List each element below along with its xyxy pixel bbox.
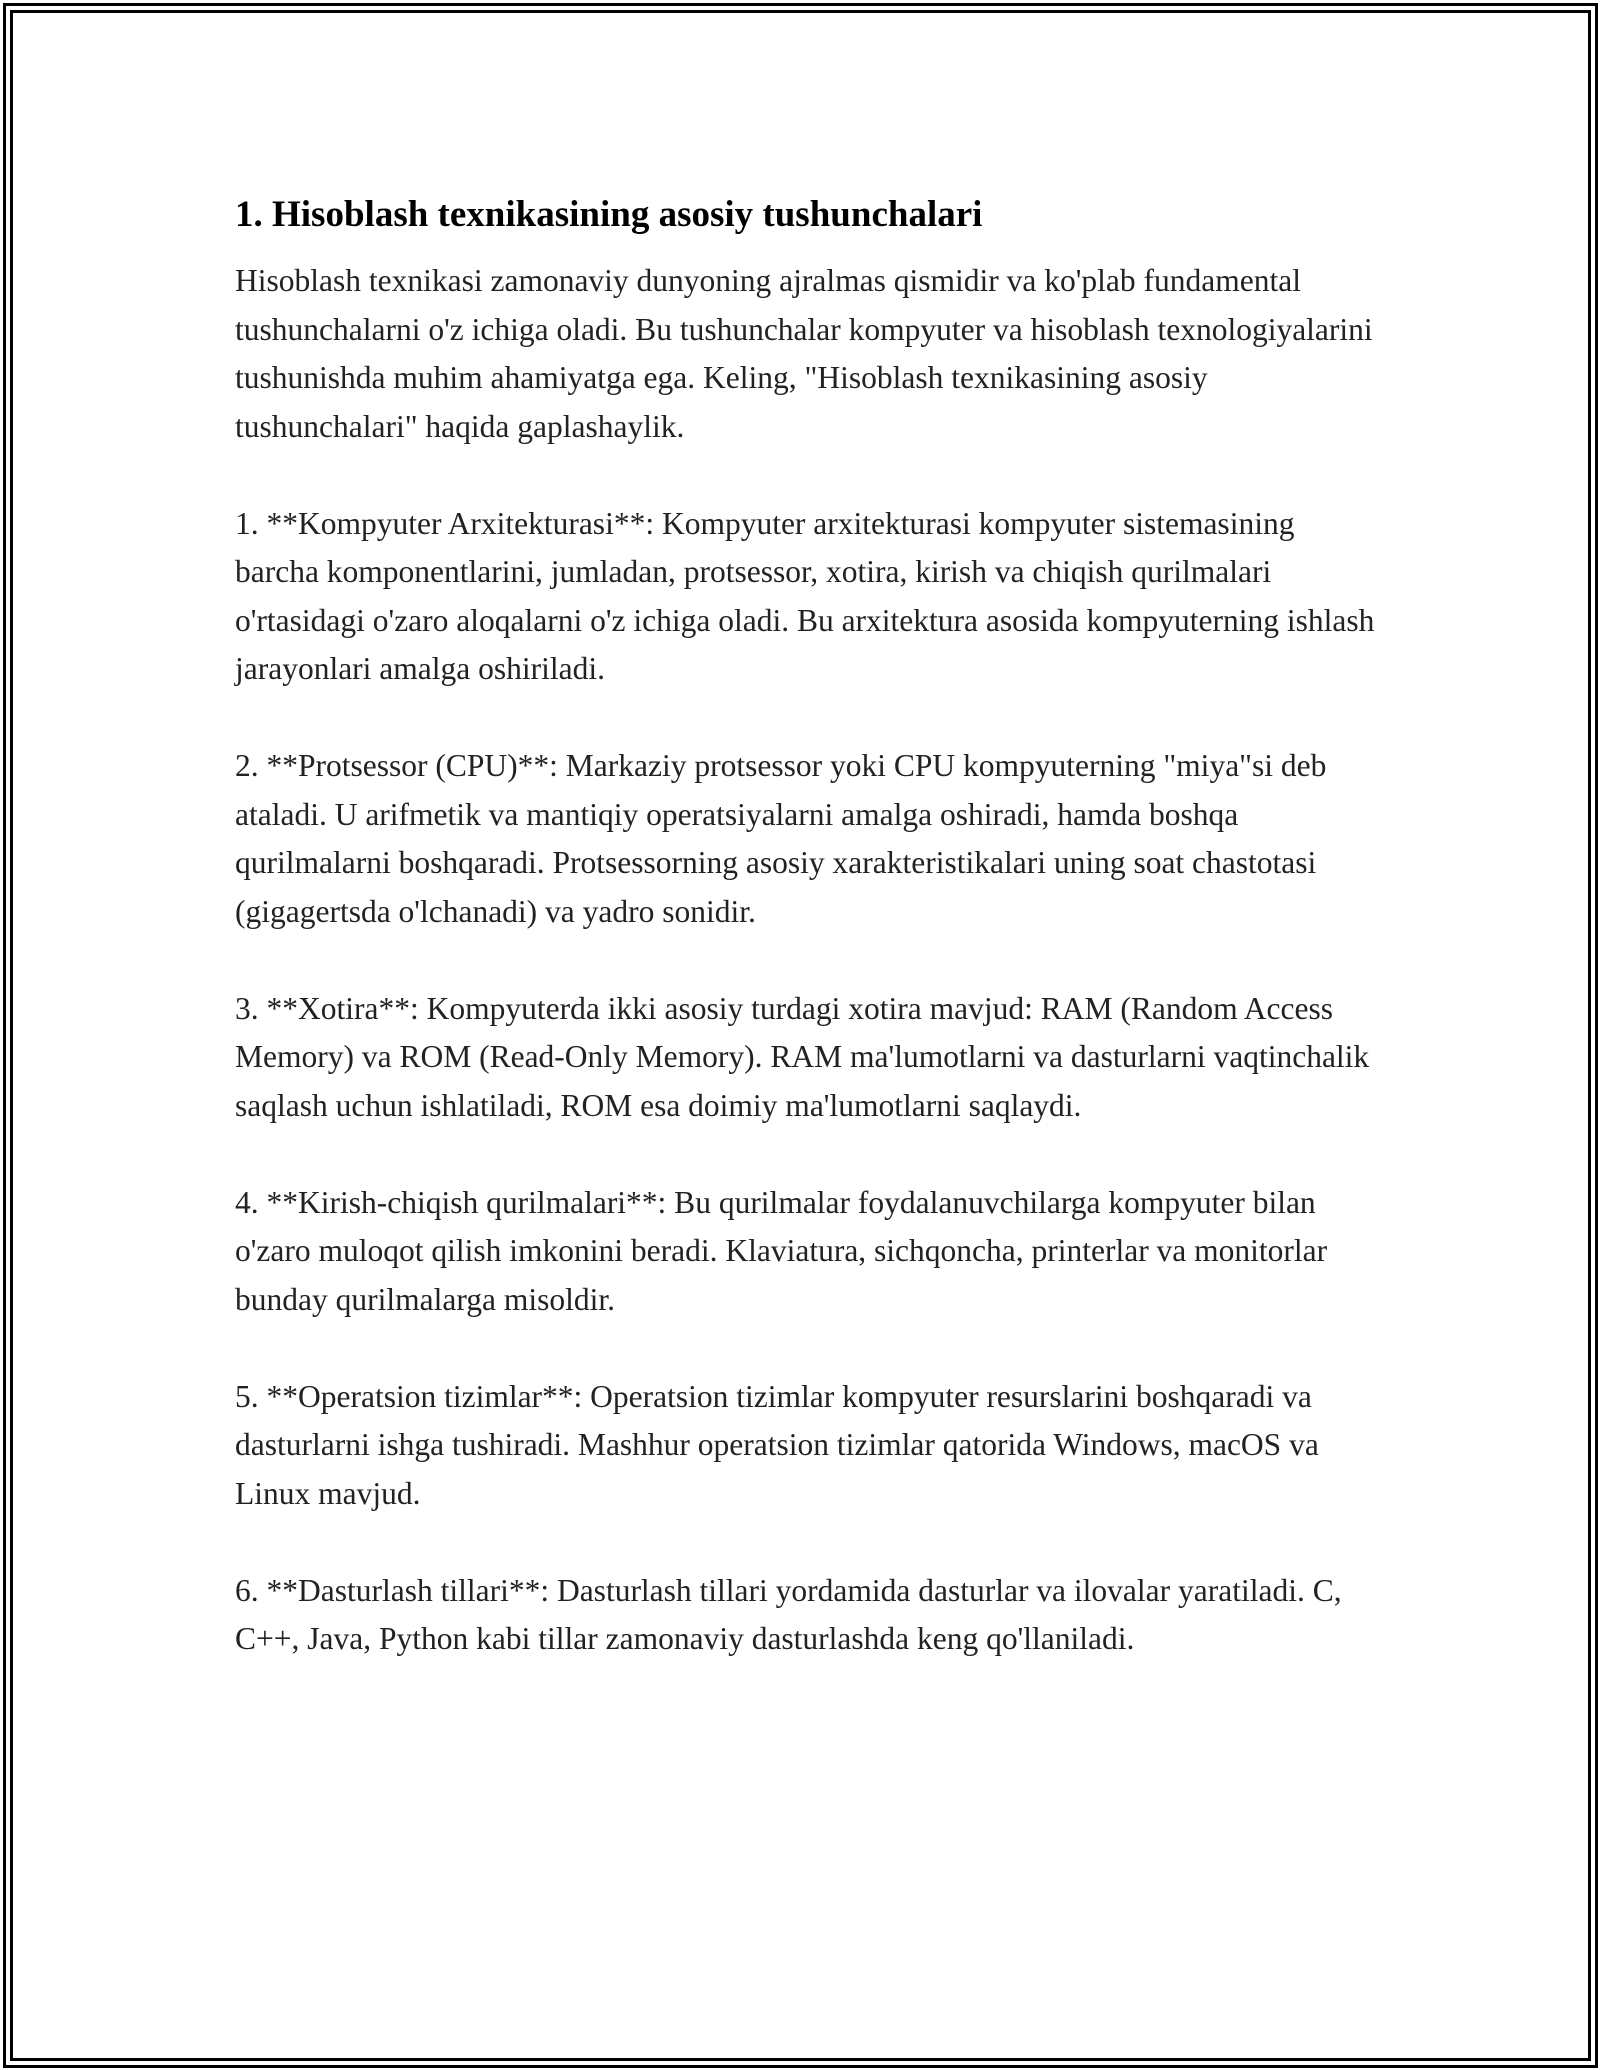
paragraph-programming-languages: 6. **Dasturlash tillari**: Dasturlash tillari yordamida dasturlar va ilovalar yaratiladi. C, C++, Java, Python kabi tillar zamonaviy dasturlashda keng qo'llaniladi. (235, 1572, 1342, 1656)
intro-paragraph: Hisoblash texnikasi zamonaviy dunyoning ajralmas qismidir va ko'plab fundamental tushunchalarni o'z ichiga oladi. Bu tushunchalar kompyuter va hisoblash texnologiyalarini tushunishda muhim ahamiyatga ega. Keling, "Hisoblash texnikasining asosiy tushunchalari" haqida gaplashaylik. (235, 263, 1373, 444)
paragraph-processor: 2. **Protsessor (CPU)**: Markaziy protsessor yoki CPU kompyuterning "miya"si deb ataladi. U arifmetik va mantiqiy operatsiyalarni amalga oshiradi, hamda boshqa qurilmalarni boshqaradi. Protsessorning asosiy xarakteristikalari uning soat chastotasi (gigagertsda o'lchanadi) va yadro sonidir. (235, 748, 1327, 929)
paragraph-memory: 3. **Xotira**: Kompyuterda ikki asosiy turdagi xotira mavjud: RAM (Random Access Memory) va ROM (Read-Only Memory). RAM ma'lumotlarni va dasturlarni vaqtinchalik saqlash uchun ishlatiladi, ROM esa doimiy ma'lumotlarni saqlaydi. (235, 990, 1370, 1123)
paragraph-computer-architecture: 1. **Kompyuter Arxitekturasi**: Kompyuter arxitekturasi kompyuter sistemasining barcha komponentlarini, jumladan, protsessor, xotira, kirish va chiqish qurilmalari o'rtasidagi o'zaro aloqalarni o'z ichiga oladi. Bu arxitektura asosida kompyuterning ishlash jarayonlari amalga oshiriladi. (235, 505, 1375, 686)
paragraph-io-devices: 4. **Kirish-chiqish qurilmalari**: Bu qurilmalar foydalanuvchilarga kompyuter bilan o'zaro muloqot qilish imkonini beradi. Klaviatura, sichqoncha, printerlar va monitorlar bunday qurilmalarga misoldir. (235, 1184, 1328, 1317)
paragraph-operating-systems: 5. **Operatsion tizimlar**: Operatsion tizimlar kompyuter resurslarini boshqaradi va dasturlarni ishga tushiradi. Mashhur operatsion tizimlar qatorida Windows, macOS va Linux mavjud. (235, 1378, 1319, 1511)
document-title: 1. Hisoblash texnikasining asosiy tushunchalari (235, 194, 983, 235)
document-body (235, 185, 1385, 1712)
